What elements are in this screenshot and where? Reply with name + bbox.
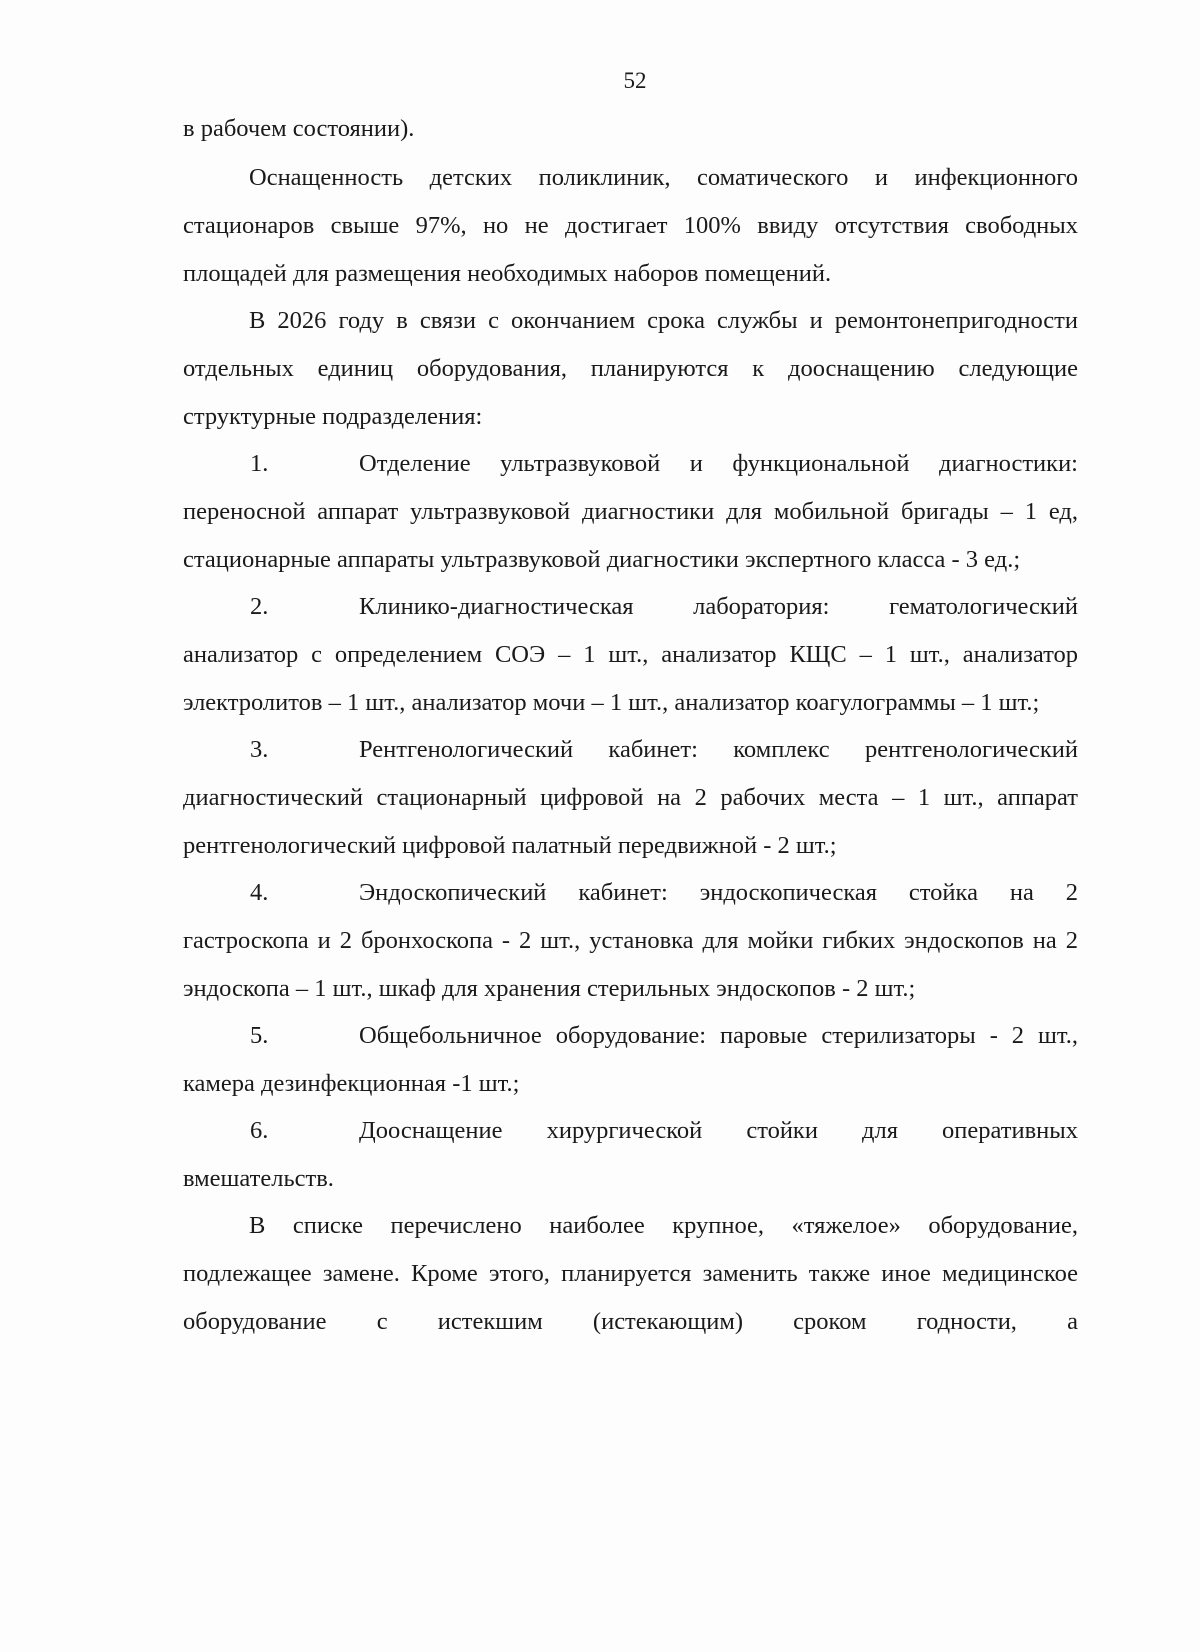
paragraph-2026-plan: В 2026 году в связи с окончанием срока службы и ремонтонепригодности отдельных единиц оборудования, планируются к дооснащению следующие структурные подразделения:	[183, 307, 1078, 430]
page-number: 52	[623, 68, 647, 93]
list-item-text: Рентгенологический кабинет: комплекс рентгенологический диагностический стационарный цифровой на 2 рабочих места – 1 шт., аппарат рентгенологический цифровой палатный передвижной - 2 шт.;	[183, 736, 1078, 859]
list-item-text: Эндоскопический кабинет: эндоскопическая стойка на 2 гастроскопа и 2 бронхоскопа - 2 шт., установка для мойки гибких эндоскопов на 2 эндоскопа – 1 шт., шкаф для хранения стерильных эндоскопов - 2 шт.;	[183, 879, 1078, 1002]
paragraph-equipment-level: Оснащенность детских поликлиник, соматического и инфекционного стационаров свыше 97%, но не достигает 100% ввиду отсутствия свободных площадей для размещения необходимых наборов помещений.	[183, 164, 1078, 287]
list-item-text: Отделение ультразвуковой и функциональной диагностики: переносной аппарат ультразвуковой диагностики для мобильной бригады – 1 ед, стационарные аппараты ультразвуковой диагностики экспертного класса - 3 ед.;	[183, 450, 1078, 573]
list-item	[183, 1107, 1078, 1203]
list-item	[183, 440, 1078, 584]
list-item	[183, 869, 1078, 1013]
list-item-number: 6.	[250, 1117, 269, 1144]
list-item	[183, 726, 1078, 870]
list-item	[183, 583, 1078, 727]
list-item-text: Общебольничное оборудование: паровые стерилизаторы - 2 шт., камера дезинфекционная -1 шт.;	[183, 1022, 1078, 1097]
paragraph-closing: В списке перечислено наиболее крупное, «тяжелое» оборудование, подлежащее замене. Кроме этого, планируется заменить также иное медицинское оборудование с истекшим (истекающим) сроком годности, а	[183, 1212, 1078, 1335]
document-body	[183, 105, 1078, 1346]
list-item-text: Клинико-диагностическая лаборатория: гематологический анализатор с определением СОЭ – 1 шт., анализатор КЩС – 1 шт., анализатор электролитов – 1 шт., анализатор мочи – 1 шт., анализатор коагулограммы – 1 шт.;	[183, 593, 1078, 716]
list-item-text: Дооснащение хирургической стойки для оперативных вмешательств.	[183, 1117, 1078, 1192]
list-item-number: 3.	[250, 736, 269, 763]
list-item-number: 1.	[250, 450, 269, 477]
list-item	[183, 1012, 1078, 1108]
list-item-number: 5.	[250, 1022, 269, 1049]
list-item-number: 4.	[250, 879, 269, 906]
paragraph-continuation: в рабочем состоянии).	[183, 115, 415, 142]
list-item-number: 2.	[250, 593, 269, 620]
